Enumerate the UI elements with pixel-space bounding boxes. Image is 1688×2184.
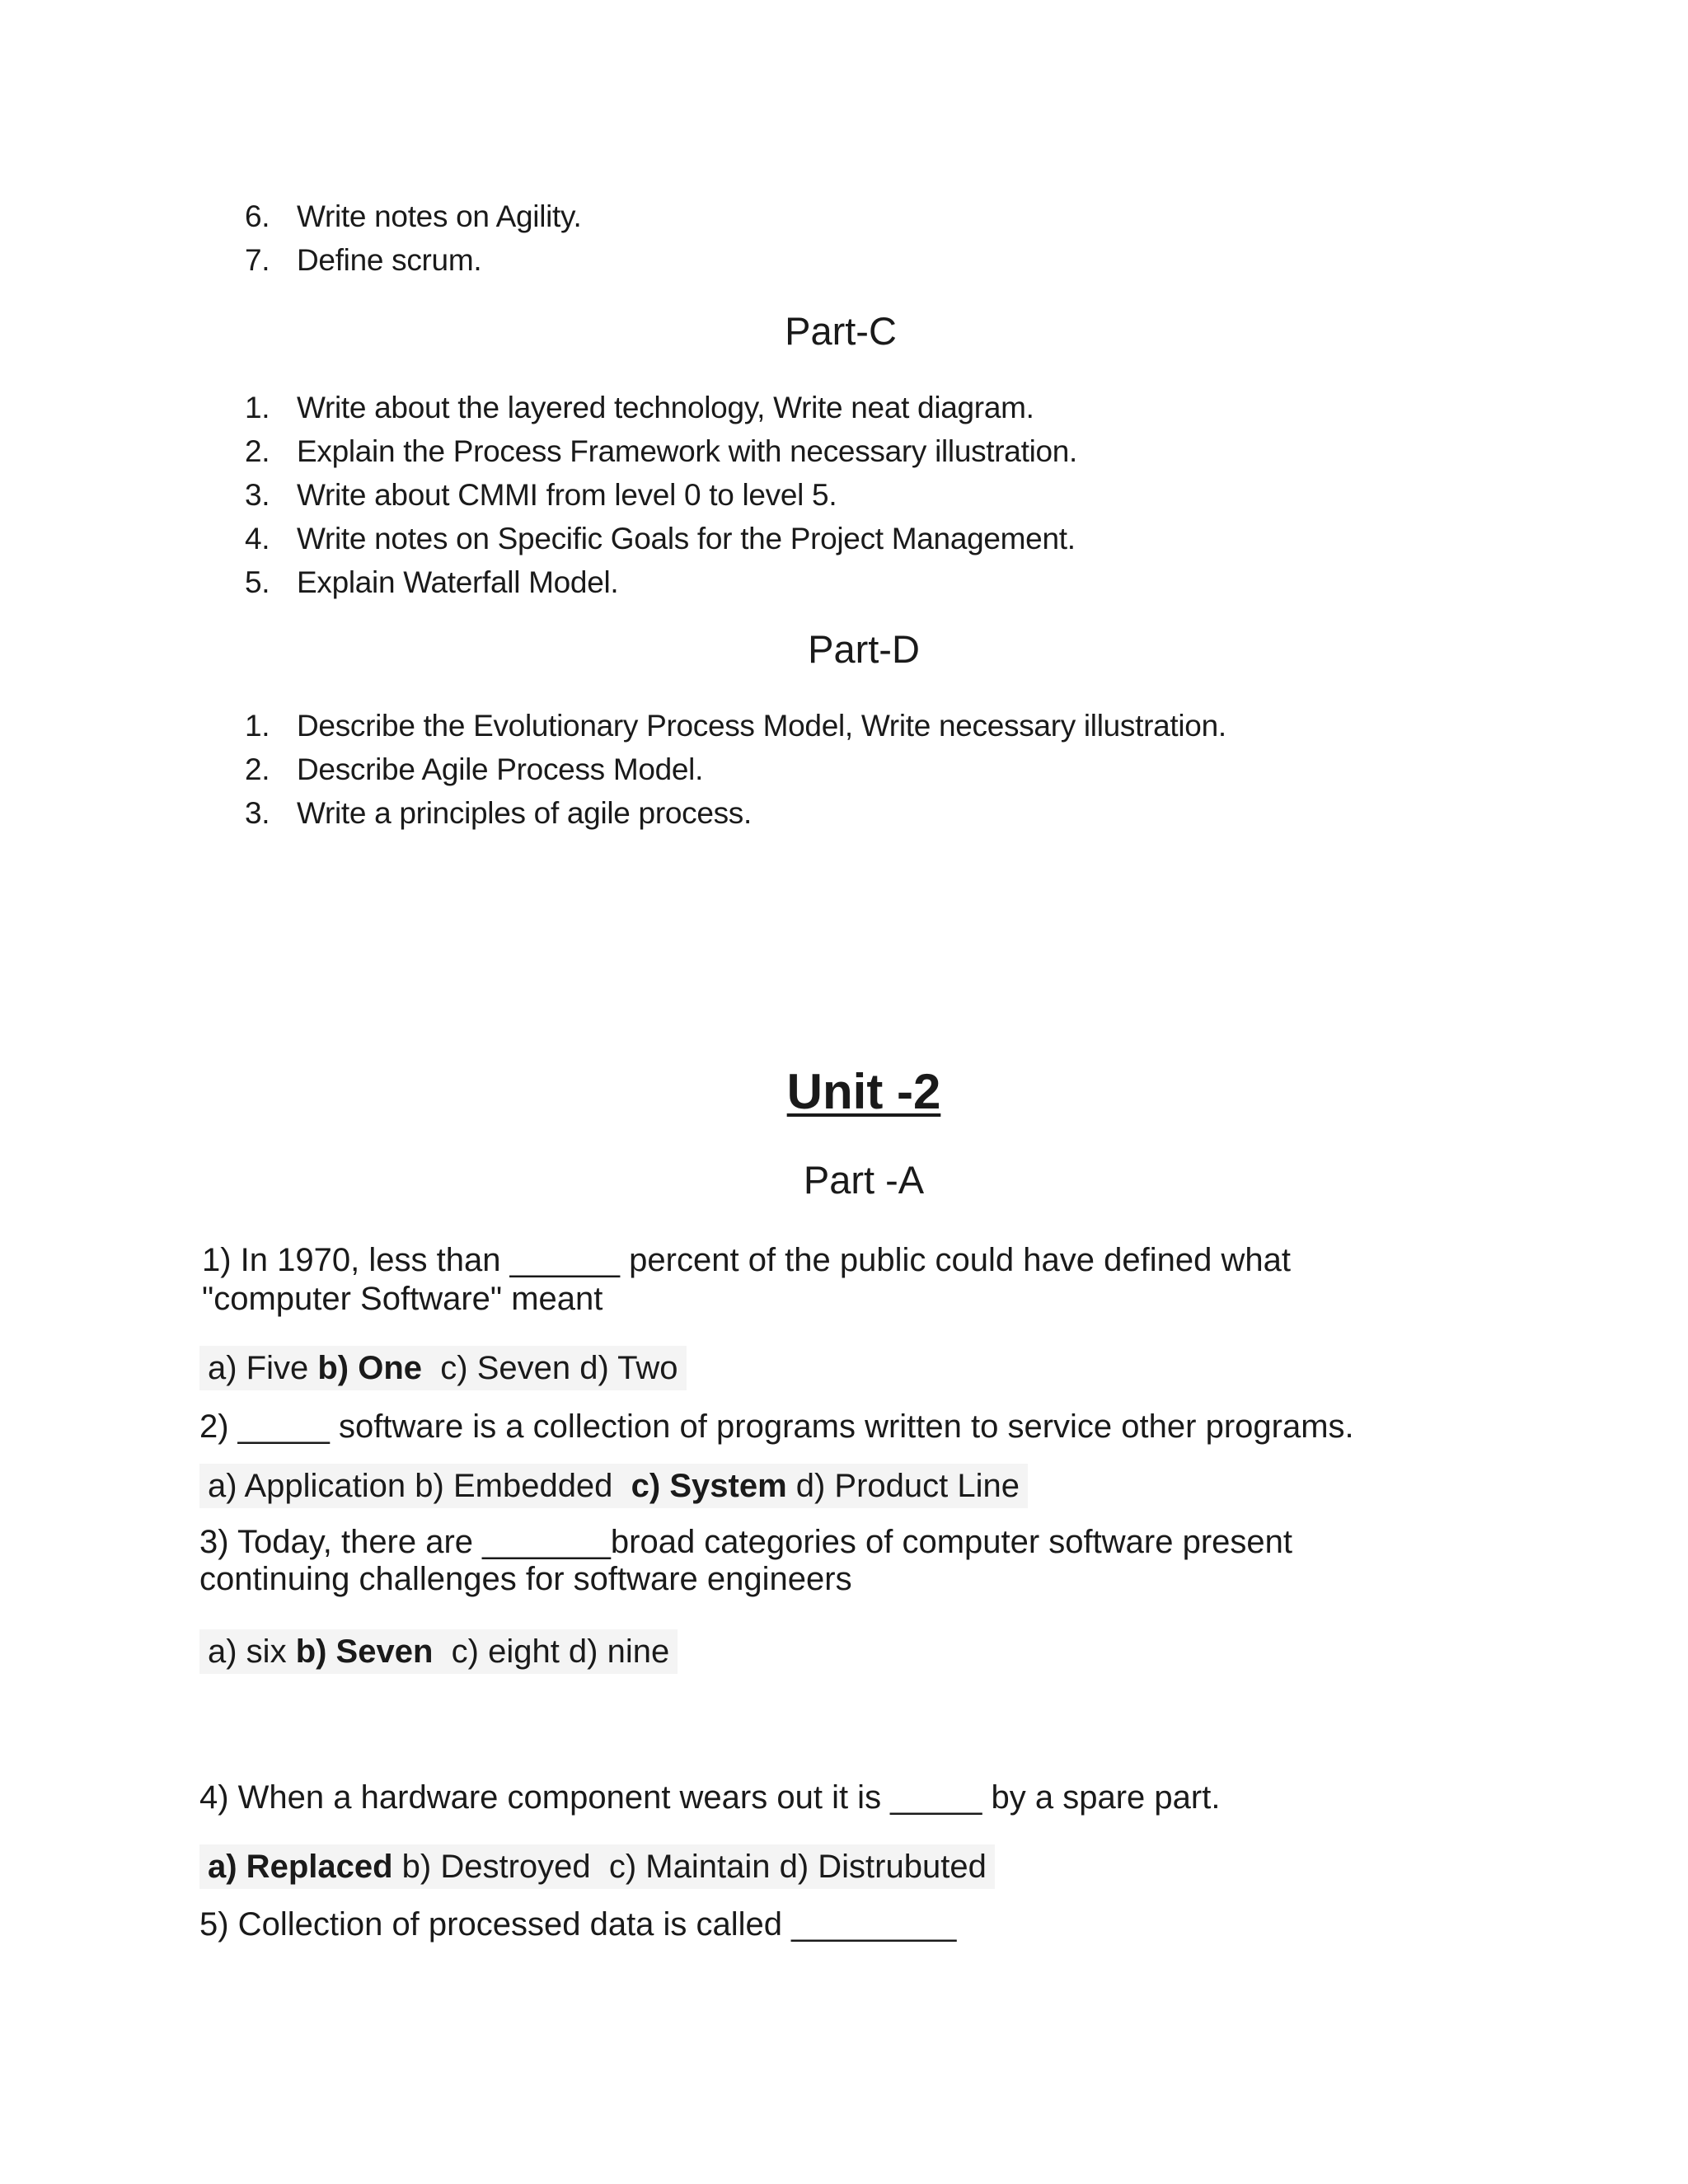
item-number: 2.	[245, 752, 270, 786]
question-5	[199, 1905, 956, 1944]
correct-option: b) One	[317, 1350, 423, 1386]
question-text-continued: "computer Software" meant	[202, 1281, 603, 1317]
part-c-heading: Part-C	[785, 309, 897, 353]
item-number: 2.	[245, 434, 270, 468]
question-text: 1) In 1970, less than ______ percent of the public could have defined what	[202, 1242, 1291, 1278]
question-text: 5) Collection of processed data is called _________	[199, 1906, 957, 1943]
question-2	[199, 1408, 1354, 1446]
option-text: d) Product Line	[786, 1468, 1020, 1504]
item-text: Write a principles of agile process.	[297, 796, 752, 830]
item-number: 4.	[245, 522, 270, 555]
correct-option: a) Replaced	[208, 1849, 393, 1885]
item-text: Explain Waterfall Model.	[297, 565, 619, 599]
item-text: Define scrum.	[297, 243, 482, 277]
item-text: Explain the Process Framework with necessary illustration.	[297, 434, 1078, 468]
question-3	[199, 1523, 1292, 1599]
question-1-options	[199, 1346, 687, 1390]
item-text: Write about the layered technology, Write neat diagram.	[297, 391, 1034, 424]
item-number: 1.	[245, 391, 270, 424]
question-4	[199, 1779, 1220, 1817]
option-text: a) six	[208, 1633, 296, 1670]
item-number: 7.	[245, 243, 270, 277]
option-text: c) Seven d) Two	[422, 1350, 678, 1386]
option-text: a) Application b) Embedded	[208, 1468, 631, 1504]
correct-option: b) Seven	[295, 1633, 434, 1670]
question-3-options	[199, 1629, 678, 1674]
part-d-heading: Part-D	[808, 627, 920, 671]
unit-title: Unit -2	[786, 1064, 941, 1119]
correct-option: c) System	[631, 1468, 787, 1504]
item-text: Write notes on Agility.	[297, 199, 582, 233]
part-a-heading: Part -A	[803, 1158, 925, 1202]
question-1	[202, 1241, 1291, 1319]
question-4-options	[199, 1844, 995, 1889]
option-text: a) Five	[208, 1350, 318, 1386]
item-text: Write notes on Specific Goals for the Project Management.	[297, 522, 1076, 555]
question-text: 4) When a hardware component wears out it is _____ by a spare part.	[199, 1779, 1221, 1816]
item-number: 1.	[245, 709, 270, 743]
item-text: Describe Agile Process Model.	[297, 752, 704, 786]
item-number: 3.	[245, 478, 270, 512]
question-text: 3) Today, there are _______broad categories of computer software present	[199, 1524, 1292, 1560]
item-number: 3.	[245, 796, 270, 830]
question-text-continued: continuing challenges for software engineers	[199, 1561, 852, 1597]
question-2-options	[199, 1464, 1028, 1508]
item-text: Write about CMMI from level 0 to level 5.	[297, 478, 837, 512]
question-text: 2) _____ software is a collection of programs written to service other programs.	[199, 1408, 1354, 1445]
option-text: b) Destroyed c) Maintain d) Distrubuted	[392, 1849, 987, 1885]
item-number: 6.	[245, 199, 270, 233]
item-number: 5.	[245, 565, 270, 599]
option-text: c) eight d) nine	[433, 1633, 670, 1670]
item-text: Describe the Evolutionary Process Model, Write necessary illustration.	[297, 709, 1226, 743]
